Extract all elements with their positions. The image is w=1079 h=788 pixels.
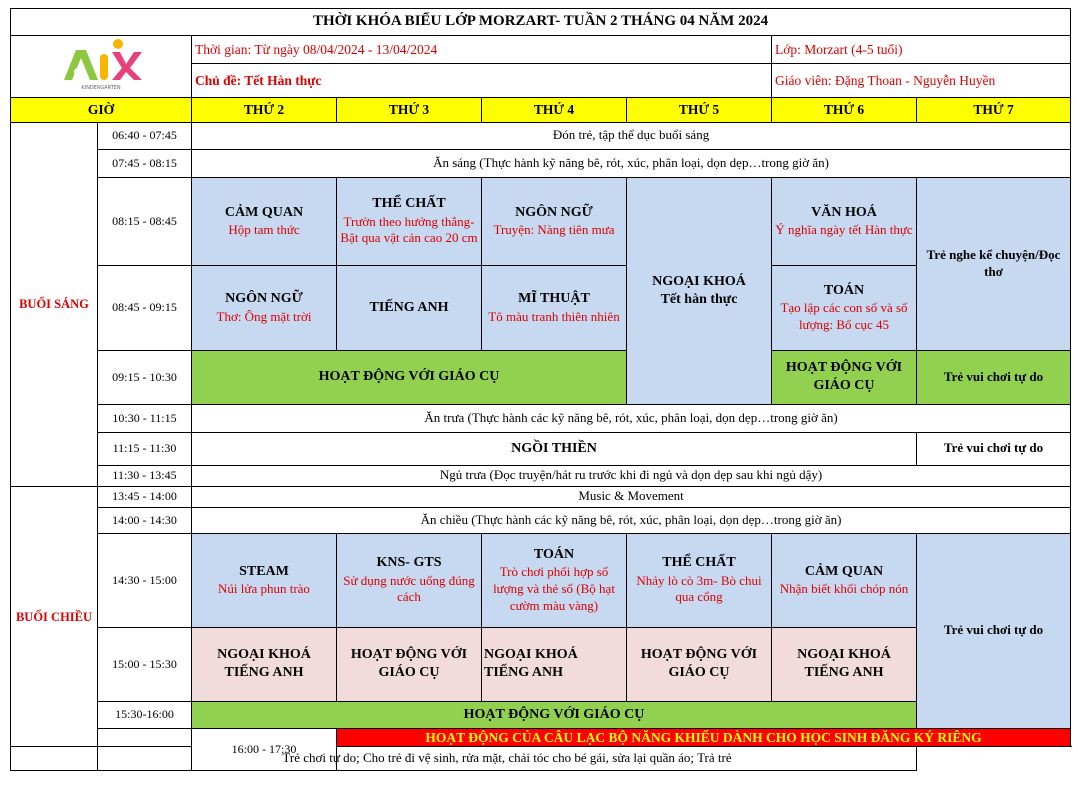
activity-wed: NGÔN NGỮ Truyện: Nàng tiên mưa [482, 177, 627, 265]
activity-wed: NGOẠI KHOÁ TIẾNG ANH [482, 627, 627, 701]
time-slot: 11:15 - 11:30 [98, 432, 192, 465]
activity-mon-wed: HOẠT ĐỘNG VỚI GIÁO CỤ [192, 350, 627, 404]
info-time: Thời gian: Từ ngày 08/04/2024 - 13/04/2024 [192, 36, 772, 64]
activity-fri: NGOẠI KHOÁ TIẾNG ANH [772, 627, 917, 701]
activity-tue: HOẠT ĐỘNG VỚI GIÁO CỤ [337, 627, 482, 701]
activity-fri: CẢM QUAN Nhận biết khối chóp nón [772, 533, 917, 627]
header-wed: THỨ 4 [482, 97, 627, 122]
header-tue: THỨ 3 [337, 97, 482, 122]
activity-mon-fri: HOẠT ĐỘNG VỚI GIÁO CỤ [192, 701, 917, 728]
time-slot: 15:00 - 15:30 [98, 627, 192, 701]
header-mon: THỨ 2 [192, 97, 337, 122]
activity-all: Ăn sáng (Thực hành kỹ năng bê, rót, xúc, phân loại, dọn dẹp…trong giờ ăn) [192, 149, 1071, 177]
header-sat: THỨ 7 [917, 97, 1071, 122]
header-fri: THỨ 6 [772, 97, 917, 122]
session-afternoon: BUỔI CHIỀU [11, 486, 98, 747]
activity-all: Đón trẻ, tập thể dục buổi sáng [192, 122, 1071, 149]
page-title: THỜI KHÓA BIỂU LỚP MORZART- TUẦN 2 THÁNG 04 NĂM 2024 [11, 9, 1071, 36]
time-slot: 07:45 - 08:15 [98, 149, 192, 177]
time-slot: 11:30 - 13:45 [98, 465, 192, 486]
activity-all: Ăn trưa (Thực hành các kỹ năng bê, rót, xúc, phân loại, dọn dẹp…trong giờ ăn) [192, 404, 1071, 432]
session-morning: BUỔI SÁNG [11, 122, 98, 486]
time-slot: 15:30-16:00 [98, 701, 192, 728]
activity-all: Trẻ chơi tự do; Cho trẻ đi vệ sinh, rửa mặt, chải tóc cho bé gái, sửa lại quần áo; Trả trẻ [98, 747, 917, 771]
activity-all: Ngủ trưa (Đọc truyện/hát ru trước khi đi ngủ và dọn dẹp sau khi ngủ dậy) [192, 465, 1071, 486]
header-time: GIỜ [11, 97, 192, 122]
activity-sat: Trẻ nghe kể chuyện/Đọc thơ [917, 177, 1071, 350]
time-slot: 06:40 - 07:45 [98, 122, 192, 149]
activity-thu: THỂ CHẤT Nhảy lò cò 3m- Bò chui qua cổng [627, 533, 772, 627]
info-theme [192, 64, 772, 97]
activity-wed: TOÁN Trò chơi phối hợp số lượng và thẻ số (Bộ hạt cườm màu vàng) [482, 533, 627, 627]
school-logo [11, 36, 192, 98]
header-thu: THỨ 5 [627, 97, 772, 122]
activity-mon-fri: NGỒI THIỀN [192, 432, 917, 465]
time-slot: 08:15 - 08:45 [98, 177, 192, 265]
timetable [10, 8, 1071, 771]
activity-mon: CẢM QUAN Hộp tam thức [192, 177, 337, 265]
activity-sat: Trẻ vui chơi tự do [917, 350, 1071, 404]
activity-fri: HOẠT ĐỘNG VỚI GIÁO CỤ [772, 350, 917, 404]
club-activity-banner: HOẠT ĐỘNG CỦA CÂU LẠC BỘ NĂNG KHIẾU DÀNH CHO HỌC SINH ĐĂNG KÝ RIÊNG [337, 728, 1071, 747]
activity-tue: THỂ CHẤT Trườn theo hướng thẳng- Bật qua vật cản cao 20 cm [337, 177, 482, 265]
activity-mon: NGOẠI KHOÁ TIẾNG ANH [192, 627, 337, 701]
activity-sat: Trẻ vui chơi tự do [917, 533, 1071, 728]
activity-fri: TOÁN Tạo lập các con số và số lượng: Bố cục 45 [772, 265, 917, 350]
time-slot: 09:15 - 10:30 [98, 350, 192, 404]
time-slot: 10:30 - 11:15 [98, 404, 192, 432]
aik-logo-icon [56, 36, 146, 92]
activity-fri: VĂN HOÁ Ý nghĩa ngày tết Hàn thực [772, 177, 917, 265]
activity-thu: NGOẠI KHOÁ Tết hàn thực [627, 177, 772, 404]
activity-sat: Trẻ vui chơi tự do [917, 432, 1071, 465]
info-theme-text: Chủ đề: Tết Hàn thực [195, 72, 322, 88]
activity-thu: HOẠT ĐỘNG VỚI GIÁO CỤ [627, 627, 772, 701]
time-slot: 14:30 - 15:00 [98, 533, 192, 627]
time-slot: 16:00 - 17:30 [192, 728, 337, 771]
activity-all: Ăn chiều (Thực hành các kỹ năng bê, rót, xúc, phân loại, dọn dẹp…trong giờ ăn) [192, 507, 1071, 533]
time-slot: 08:45 - 09:15 [98, 265, 192, 350]
activity-all: Music & Movement [192, 486, 1071, 507]
session-spacer [98, 728, 192, 747]
timetable-page [10, 8, 1070, 771]
logo-caption: KINDERGARTEN [81, 85, 121, 91]
info-class: Lớp: Morzart (4-5 tuổi) [772, 36, 1071, 64]
time-slot: 13:45 - 14:00 [98, 486, 192, 507]
activity-tue: KNS- GTS Sử dụng nước uống đúng cách [337, 533, 482, 627]
session-spacer [11, 747, 98, 771]
activity-tue: TIẾNG ANH [337, 265, 482, 350]
time-slot: 14:00 - 14:30 [98, 507, 192, 533]
activity-mon: NGÔN NGỮ Thơ: Ông mặt trời [192, 265, 337, 350]
info-teacher: Giáo viên: Đặng Thoan - Nguyễn Huyền [772, 64, 1071, 97]
activity-mon: STEAM Núi lửa phun trào [192, 533, 337, 627]
activity-wed: MĨ THUẬT Tô màu tranh thiên nhiên [482, 265, 627, 350]
